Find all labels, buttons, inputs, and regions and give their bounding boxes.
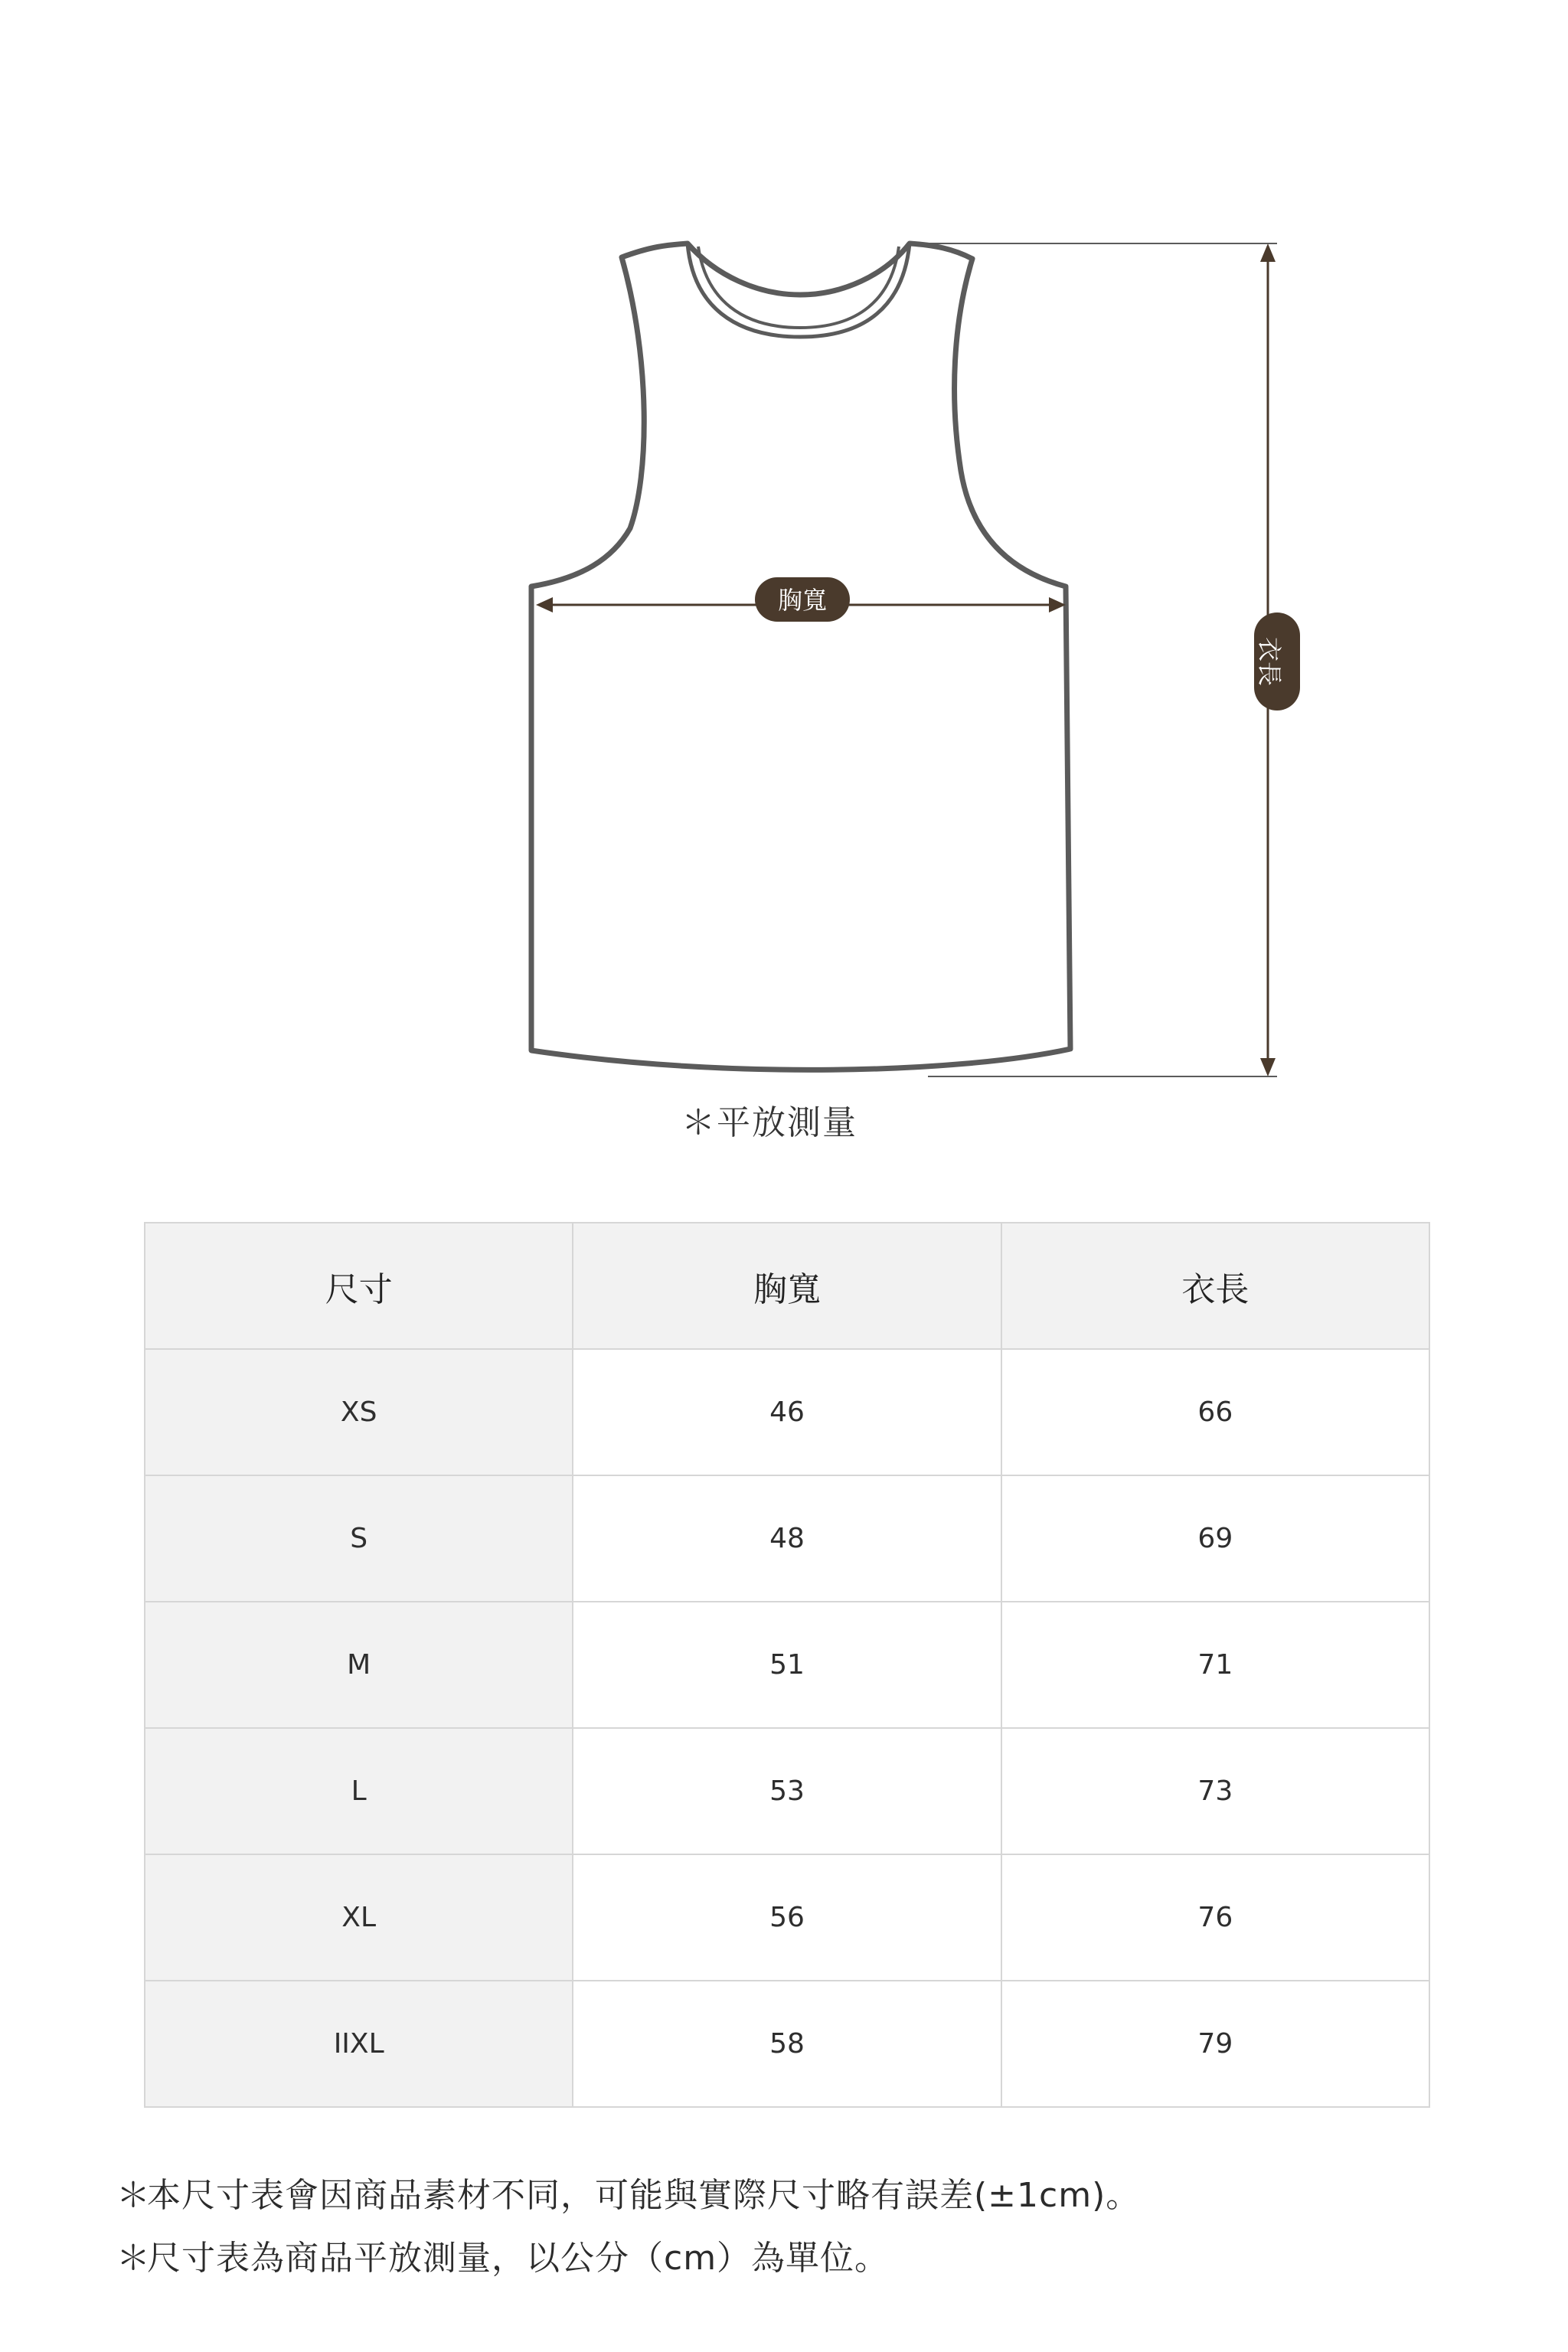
size-cell: S bbox=[145, 1475, 573, 1602]
header-chest: 胸寬 bbox=[573, 1223, 1001, 1349]
chest-cell: 58 bbox=[573, 1981, 1001, 2107]
chest-cell: 48 bbox=[573, 1475, 1001, 1602]
table-row bbox=[145, 1728, 1429, 1854]
chest-cell: 53 bbox=[573, 1728, 1001, 1854]
header-length: 衣長 bbox=[1001, 1223, 1429, 1349]
length-cell: 71 bbox=[1001, 1602, 1429, 1728]
size-cell: XS bbox=[145, 1349, 573, 1475]
table-row bbox=[145, 1602, 1429, 1728]
header-size: 尺寸 bbox=[145, 1223, 573, 1349]
footnotes bbox=[116, 2173, 1494, 2298]
size-cell: L bbox=[145, 1728, 573, 1854]
footnote-units bbox=[116, 2236, 1494, 2282]
chest-cell: 51 bbox=[573, 1602, 1001, 1728]
footnote-tolerance bbox=[116, 2173, 1494, 2219]
chest-cell: 56 bbox=[573, 1854, 1001, 1981]
flat-measure-note: ＊平放測量 bbox=[681, 1103, 858, 1142]
table-row bbox=[145, 1349, 1429, 1475]
footnote-mark: ＊ bbox=[116, 2239, 151, 2278]
size-cell: IIXL bbox=[145, 1981, 573, 2107]
footnote-tolerance-text: 本尺寸表會因商品素材不同，可能與實際尺寸略有誤差(±1cm)。 bbox=[147, 2176, 1141, 2215]
length-cell: 66 bbox=[1001, 1349, 1429, 1475]
table-row bbox=[145, 1854, 1429, 1981]
length-arrow-top bbox=[1260, 243, 1276, 262]
table-header-row bbox=[145, 1223, 1429, 1349]
length-label: 衣長 bbox=[1255, 636, 1284, 687]
tank-top-outline bbox=[531, 243, 1070, 1070]
table-row bbox=[145, 1981, 1429, 2107]
footnote-units-text: 尺寸表為商品平放測量，以公分（cm）為單位。 bbox=[147, 2239, 890, 2278]
length-cell: 76 bbox=[1001, 1854, 1429, 1981]
length-cell: 69 bbox=[1001, 1475, 1429, 1602]
size-cell: XL bbox=[145, 1854, 573, 1981]
chest-label: 胸寬 bbox=[777, 586, 828, 615]
size-cell: M bbox=[145, 1602, 573, 1728]
footnote-mark: ＊ bbox=[116, 2176, 151, 2215]
length-arrow-bottom bbox=[1260, 1058, 1276, 1076]
size-chart-table bbox=[144, 1222, 1430, 2108]
length-cell: 79 bbox=[1001, 1981, 1429, 2107]
chest-cell: 46 bbox=[573, 1349, 1001, 1475]
table-row bbox=[145, 1475, 1429, 1602]
length-cell: 73 bbox=[1001, 1728, 1429, 1854]
